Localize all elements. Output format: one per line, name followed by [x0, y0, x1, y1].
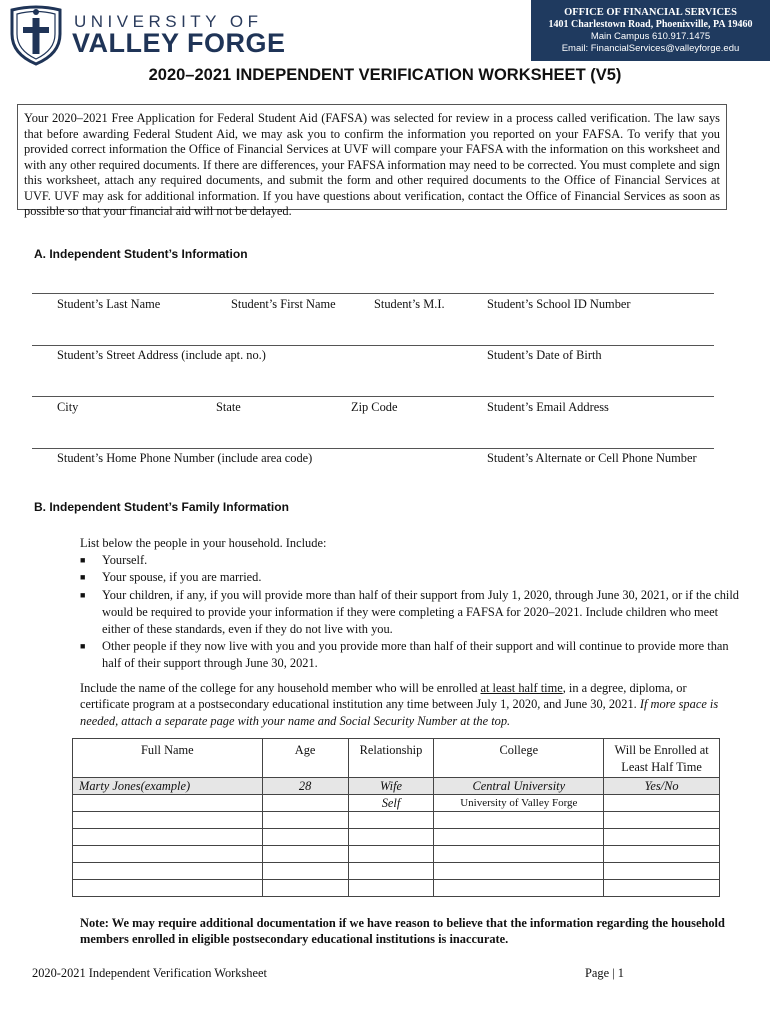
col-full-name: Full Name: [73, 739, 263, 778]
school-id-label: Student’s School ID Number: [487, 297, 631, 311]
table-cell-input[interactable]: [73, 795, 263, 812]
table-row[interactable]: [73, 812, 720, 829]
zip-code-label: Zip Code: [351, 400, 398, 414]
office-address: 1401 Charlestown Road, Phoenixville, PA 19460: [548, 19, 753, 30]
household-instructions: [80, 535, 742, 673]
office-email: Email: FinancialServices@valleyforge.edu: [561, 43, 740, 54]
table-row[interactable]: [73, 846, 720, 863]
col-enrolled-half-time: Will be Enrolled at Least Half Time: [604, 739, 720, 778]
last-name-label: Student’s Last Name: [57, 297, 161, 311]
page-number: Page | 1: [585, 966, 624, 980]
field-line-row1[interactable]: [32, 293, 714, 294]
section-b-heading: B. Independent Student’s Family Information: [34, 500, 289, 514]
table-header-row: [73, 739, 720, 778]
more-space-note: If more space is needed, attach a separate page with your name and Social Security Number at the top.: [80, 697, 719, 728]
office-phone: Main Campus 610.917.1475: [590, 31, 711, 42]
half-time-underline: at least half time: [480, 681, 563, 695]
footer-title: 2020-2021 Independent Verification Worksheet: [32, 966, 267, 980]
field-line-row3[interactable]: [32, 396, 714, 397]
col-college: College: [434, 739, 604, 778]
logo-valley-forge-text: VALLEY FORGE: [72, 28, 286, 58]
self-row: Self University of Valley Forge: [73, 795, 720, 812]
documentation-note: Note: We may require additional documentation if we have reason to believe that the information regarding the household members enrolled in eligible postsecondary educational institutions is inaccurate.: [80, 916, 725, 946]
example-row: Marty Jones(example) 28 Wife Central University Yes/No: [73, 778, 720, 795]
table-row[interactable]: [73, 880, 720, 897]
shield-cross-icon: [8, 4, 64, 66]
table-cell-input[interactable]: [604, 795, 720, 812]
bullet-icon: ■: [80, 589, 86, 600]
email-label: Student’s Email Address: [487, 400, 609, 414]
intro-paragraph: Your 2020–2021 Free Application for Federal Student Aid (FAFSA) was selected for review in a process called verification. The law says that before awarding Federal Student Aid, we may ask you to confirm the information you reported on your FAFSA. To verify that you provided correct information the Office of Financial Services at UVF will compare your FAFSA with the information on this worksheet and with any other required documents. If there are differences, your FAFSA information may need to be corrected. You must complete and sign this worksheet, attach any required documents, and submit the form and other required documents to the Office of Financial Services at UVF. UVF may ask for additional information. If you have questions about verification, contact the Office of Financial Services as soon as possible so that your financial aid will not be delayed.: [17, 104, 727, 210]
field-line-row4[interactable]: [32, 448, 714, 449]
cell-phone-label: Student’s Alternate or Cell Phone Number: [487, 451, 697, 465]
college-instructions: Include the name of the college for any household member who will be enrolled at least half time, in a degree, diploma, or certificate program at a postsecondary educational institution any time between July 1, 2020, and June 30, 2021. If more space is needed, attach a separate page with your name and Social Security Number at the top.: [80, 681, 719, 728]
bullet-icon: ■: [80, 572, 86, 583]
col-age: Age: [262, 739, 348, 778]
household-table: [72, 738, 720, 897]
list-intro: List below the people in your household. Include:: [80, 536, 327, 550]
first-name-label: Student’s First Name: [231, 297, 336, 311]
bullet-icon: ■: [80, 641, 86, 652]
office-info-box: [531, 0, 770, 61]
university-logo: [8, 4, 286, 66]
office-title: OFFICE OF FINANCIAL SERVICES: [564, 7, 737, 18]
table-row[interactable]: [73, 829, 720, 846]
home-phone-label: Student’s Home Phone Number (include area code): [57, 451, 313, 465]
date-of-birth-label: Student’s Date of Birth: [487, 348, 602, 362]
table-row[interactable]: [73, 863, 720, 880]
section-a-heading: A. Independent Student’s Information: [34, 247, 248, 261]
list-item: ■ Yourself.: [80, 552, 742, 569]
field-line-row2[interactable]: [32, 345, 714, 346]
middle-initial-label: Student’s M.I.: [374, 297, 445, 311]
list-item: ■ Other people if they now live with you and you provide more than half of their support and will continue to provide more than half of their support through June 30, 2021.: [80, 639, 729, 671]
table-cell-input[interactable]: [262, 795, 348, 812]
bullet-icon: ■: [80, 555, 86, 566]
state-label: State: [216, 400, 241, 414]
city-label: City: [57, 400, 79, 414]
logo-university-text: UNIVERSITY OF: [74, 12, 263, 31]
street-address-label: Student’s Street Address (include apt. no.): [57, 348, 266, 362]
list-item: ■ Your spouse, if you are married.: [80, 569, 742, 586]
page-title: 2020–2021 INDEPENDENT VERIFICATION WORKSHEET (V5): [148, 66, 622, 84]
list-item: ■ Your children, if any, if you will provide more than half of their support from July 1, 2020, through June 30, 2021, or if the child would be required to provide your information if they were completing a FAFSA for 2020–2021. Include children who meet either of these standards, even if they do not live with you.: [80, 587, 739, 637]
col-relationship: Relationship: [348, 739, 434, 778]
